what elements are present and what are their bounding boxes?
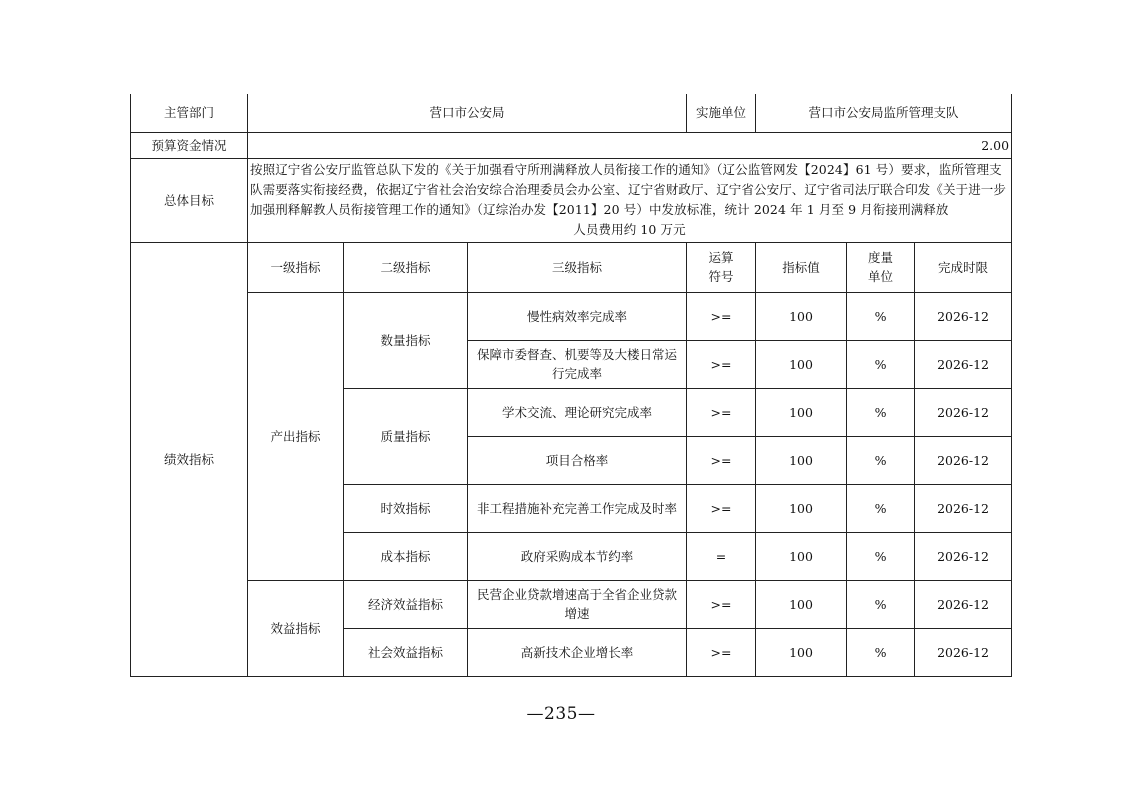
page-number: —235— [526, 704, 596, 724]
budget-value: 2.00 [248, 132, 1012, 158]
indicator-value: 100 [756, 436, 847, 484]
header-operator: 运算 符号 [687, 242, 756, 292]
subgroup-quality: 质量指标 [344, 388, 468, 484]
indicator-operator: = [687, 532, 756, 580]
goal-text-cell [248, 158, 1012, 242]
indicator-name: 慢性病效率完成率 [468, 292, 687, 340]
header-level2: 二级指标 [344, 242, 468, 292]
indicator-value: 100 [756, 628, 847, 676]
indicator-unit: % [847, 292, 915, 340]
indicator-operator: >= [687, 340, 756, 388]
header-level3: 三级指标 [468, 242, 687, 292]
indicator-deadline: 2026-12 [915, 292, 1012, 340]
indicator-value: 100 [756, 388, 847, 436]
budget-label: 预算资金情况 [131, 132, 248, 158]
goal-row [131, 158, 1012, 242]
indicator-operator: >= [687, 292, 756, 340]
indicator-unit: % [847, 340, 915, 388]
indicator-deadline: 2026-12 [915, 388, 1012, 436]
header-deadline: 完成时限 [915, 242, 1012, 292]
performance-label: 绩效指标 [131, 242, 248, 676]
indicator-name: 民营企业贷款增速高于全省企业贷款增速 [468, 580, 687, 628]
indicator-operator: >= [687, 580, 756, 628]
indicator-operator: >= [687, 484, 756, 532]
indicator-value: 100 [756, 580, 847, 628]
performance-table [130, 94, 1012, 677]
indicator-unit: % [847, 484, 915, 532]
header-unit: 度量 单位 [847, 242, 915, 292]
unit-value: 营口市公安局监所管理支队 [756, 94, 1012, 132]
indicator-unit: % [847, 580, 915, 628]
table-row [131, 292, 1012, 340]
indicator-unit: % [847, 532, 915, 580]
subgroup-social: 社会效益指标 [344, 628, 468, 676]
indicator-unit: % [847, 628, 915, 676]
subgroup-timeliness: 时效指标 [344, 484, 468, 532]
indicator-deadline: 2026-12 [915, 484, 1012, 532]
indicator-value: 100 [756, 484, 847, 532]
header-level1: 一级指标 [248, 242, 344, 292]
dept-label: 主管部门 [131, 94, 248, 132]
indicator-unit: % [847, 436, 915, 484]
indicator-name: 高新技术企业增长率 [468, 628, 687, 676]
indicator-operator: >= [687, 628, 756, 676]
group-output: 产出指标 [248, 292, 344, 580]
subgroup-cost: 成本指标 [344, 532, 468, 580]
indicator-unit: % [847, 388, 915, 436]
indicator-value: 100 [756, 532, 847, 580]
subgroup-economic: 经济效益指标 [344, 580, 468, 628]
indicator-name: 非工程措施补充完善工作完成及时率 [468, 484, 687, 532]
dept-row [131, 94, 1012, 132]
indicator-header-row [131, 242, 1012, 292]
table-row [131, 580, 1012, 628]
subgroup-quantity: 数量指标 [344, 292, 468, 388]
goal-text: 按照辽宁省公安厅监管总队下发的《关于加强看守所刑满释放人员衔接工作的通知》（辽公监管网发【2024】61 号）要求，监所管理支队需要落实衔接经费，依据辽宁省社会治安综合治理委员会办公室、辽宁省财政厅、辽宁省公安厅、辽宁省司法厅联合印发《关于进一步加强刑释解教人员衔接管理工作的通知》（辽综治办发【2011】20 号）中发放标准，统计 2024 年 1 月至 9 月衔接刑满释放 [250, 162, 1007, 217]
indicator-value: 100 [756, 340, 847, 388]
indicator-name: 学术交流、理论研究完成率 [468, 388, 687, 436]
indicator-operator: >= [687, 436, 756, 484]
dept-value: 营口市公安局 [248, 94, 687, 132]
indicator-value: 100 [756, 292, 847, 340]
group-benefit: 效益指标 [248, 580, 344, 676]
indicator-name: 项目合格率 [468, 436, 687, 484]
unit-label: 实施单位 [687, 94, 756, 132]
indicator-name: 政府采购成本节约率 [468, 532, 687, 580]
indicator-operator: >= [687, 388, 756, 436]
goal-text-last: 人员费用约 10 万元 [573, 222, 686, 237]
indicator-deadline: 2026-12 [915, 580, 1012, 628]
indicator-name: 保障市委督查、机要等及大楼日常运行完成率 [468, 340, 687, 388]
indicator-deadline: 2026-12 [915, 436, 1012, 484]
indicator-deadline: 2026-12 [915, 532, 1012, 580]
budget-row [131, 132, 1012, 158]
header-value: 指标值 [756, 242, 847, 292]
goal-label: 总体目标 [131, 158, 248, 242]
indicator-deadline: 2026-12 [915, 628, 1012, 676]
indicator-deadline: 2026-12 [915, 340, 1012, 388]
